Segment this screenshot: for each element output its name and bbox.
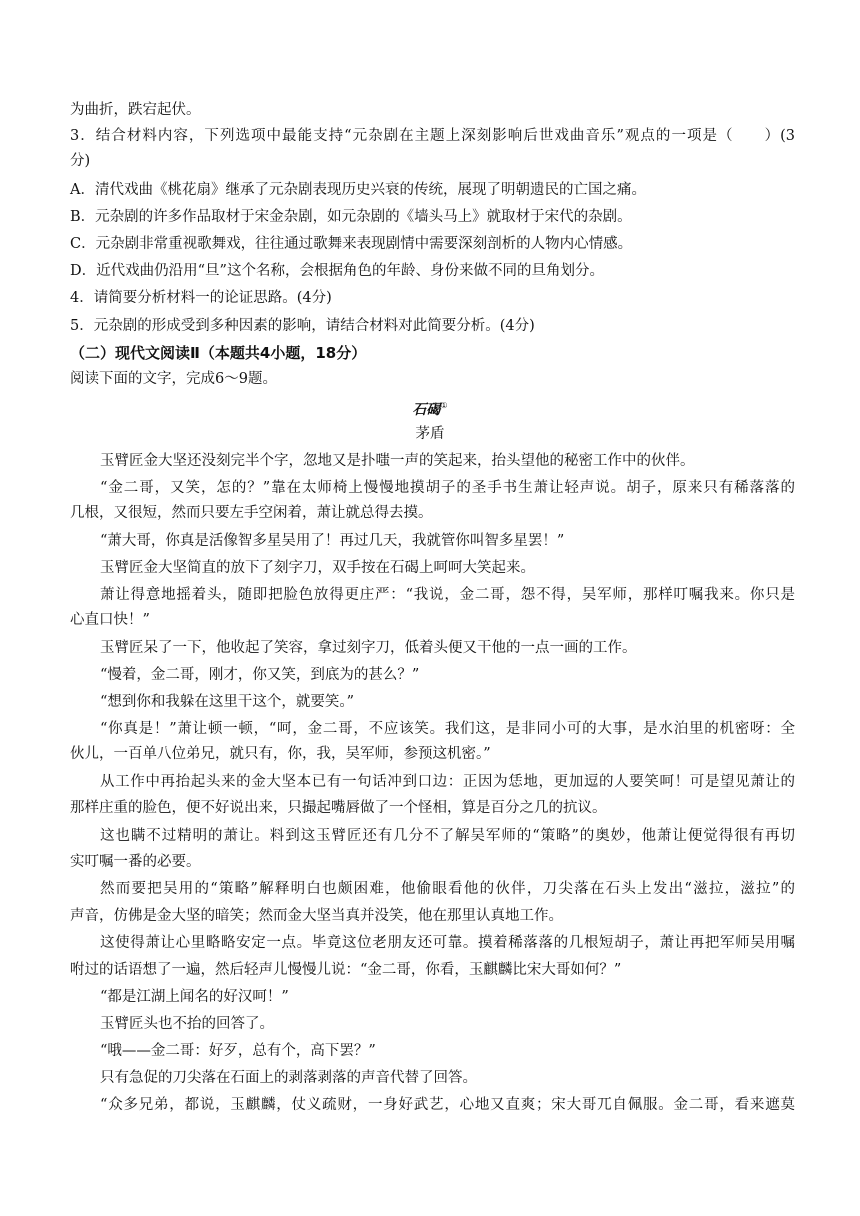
paragraph-line: 只有急促的刀尖落在石面上的剥落剥落的声音代替了回答。 [100,1070,477,1086]
paragraph-line: “都是江湖上闻名的好汉呵！” [100,989,289,1005]
footnote-marker: ① [440,401,448,410]
paragraph-line: “众多兄弟，都说，玉麒麟，仗义疏财，一身好武艺，心地又直爽；宋大哥兀自佩服。金二哥，看来遮莫 [100,1097,795,1113]
paragraph-line: 然而要把吴用的“策略”解释明白也颇困难，他偷眼看他的伙伴，刀尖落在石头上发出“滋拉，滋拉”的 [100,881,795,897]
story-title-text: 石碣 [412,401,441,418]
paragraph-line: 那样庄重的脸色，便不好说出来，只撮起嘴唇做了一个怪相，算是百分之几的抗议。 [70,800,607,816]
paragraph-line: 玉臂匠呆了一下，他收起了笑容，拿过刻字刀，低着头便又干他的一点一画的工作。 [100,640,637,656]
paragraph-line: “萧大哥，你真是活像智多星吴用了！再过几天，我就管你叫智多星罢！” [100,533,565,549]
paragraph-line: 从工作中再抬起头来的金大坚本已有一句话冲到口边：正因为恁地，更加逗的人要笑呵！可是望见萧让的 [100,774,795,790]
question-4: 4．请简要分析材料一的论证思路。(4分) [70,290,332,306]
paragraph-line: 咐过的话语想了一遍，然后轻声儿慢慢儿说：“金二哥，你看，玉麒麟比宋大哥如何？” [70,962,622,978]
option-d: D．近代戏曲仍沿用“旦”这个名称，会根据角色的年龄、身份来做不同的旦角划分。 [70,263,604,279]
story-title [0,396,860,420]
question-3: 3．结合材料内容，下列选项中最能支持“元杂剧在主题上深刻影响后世戏曲音乐”观点的一项是（ ）(3 [70,128,795,144]
paragraph-line: “你真是！”萧让顿一顿，“呵，金二哥，不应该笑。我们这，是非同小可的大事，是水泊里的机密呀：全 [100,721,795,737]
question-5: 5．元杂剧的形成受到多种因素的影响，请结合材料对此简要分析。(4分) [70,318,535,334]
paragraph-line: 几根，又很短，然而只要左手空闲着，萧让就总得去摸。 [70,505,433,521]
paragraph-line: 声音，仿佛是金大坚的暗笑；然而金大坚当真并没笑，他在那里认真地工作。 [70,908,563,924]
story-author: 茅盾 [415,426,445,442]
paragraph-line: 实叮嘱一番的必要。 [70,854,201,870]
paragraph-line: 这使得萧让心里略略安定一点。毕竟这位老朋友还可靠。摸着稀落落的几根短胡子，萧让再把军师吴用嘱 [100,935,795,951]
paragraph-line: 这也瞒不过精明的萧让。料到这玉臂匠还有几分不了解吴军师的“策略”的奥妙，他萧让便觉得很有再切 [100,828,795,844]
paragraph-line: 心直口快！” [70,612,150,628]
paragraph-line: “慢着，金二哥，刚才，你又笑，到底为的甚么？” [100,667,420,683]
question-3-points: 分) [70,153,91,169]
paragraph-line: “金二哥，又笑，怎的？”靠在太师椅上慢慢地摸胡子的圣手书生萧让轻声说。胡子，原来只有稀落落的 [100,480,795,496]
paragraph-line: 玉臂匠金大坚简直的放下了刻字刀，双手按在石碣上呵呵大笑起来。 [100,560,535,576]
paragraph-line: 玉臂匠头也不抬的回答了。 [100,1016,274,1032]
text-line: 为曲折，跌宕起伏。 [70,102,201,118]
option-b: B．元杂剧的许多作品取材于宋金杂剧，如元杂剧的《墙头马上》就取材于宋代的杂剧。 [70,209,632,225]
paragraph-line: 萧让得意地摇着头，随即把脸色放得更庄严：“我说，金二哥，怨不得，吴军师，那样叮嘱我来。你只是 [100,587,795,603]
section-heading: （二）现代文阅读Ⅱ（本题共4小题，18分） [70,344,367,362]
paragraph-line: 玉臂匠金大坚还没刻完半个字，忽地又是扑嗤一声的笑起来，抬头望他的秘密工作中的伙伴。 [100,453,695,469]
option-c: C．元杂剧非常重视歌舞戏，往往通过歌舞来表现剧情中需要深刻剖析的人物内心情感。 [70,236,633,252]
paragraph-line: “想到你和我躲在这里干这个，就要笑。” [100,694,355,710]
instruction: 阅读下面的文字，完成6～9题。 [70,371,277,387]
paragraph-line: “哦——金二哥：好歹，总有个，高下罢？” [100,1043,376,1059]
option-a: A．清代戏曲《桃花扇》继承了元杂剧表现历史兴衰的传统，展现了明朝遗民的亡国之痛。 [70,182,646,198]
paragraph-line: 伙儿，一百单八位弟兄，就只有，你，我，吴军师，参预这机密。” [70,746,491,762]
